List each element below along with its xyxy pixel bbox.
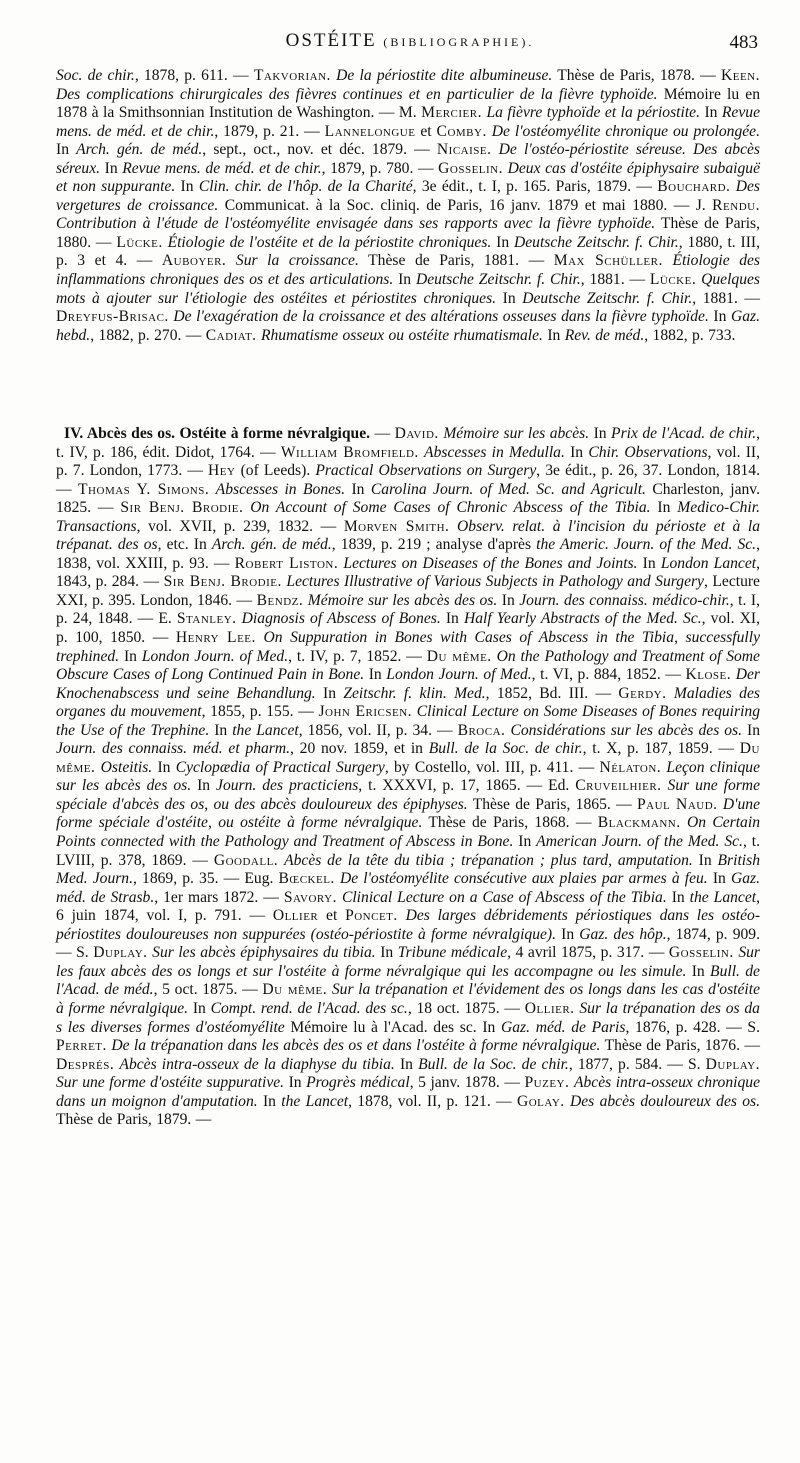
plain-text: , 1876, p. 428. — S.	[625, 1018, 760, 1036]
bibliography-block-continued	[56, 67, 760, 345]
author-name: Poncet.	[345, 907, 398, 925]
author-name: Du même.	[56, 740, 760, 776]
title-italic: Sur la croissance.	[235, 252, 359, 270]
title-italic: Des abcès douloureux des os.	[570, 1092, 761, 1110]
title-italic: Arch. gén. de méd.	[211, 536, 332, 554]
author-name: Ollier.	[524, 999, 575, 1017]
plain-text: In	[257, 1092, 282, 1110]
plain-text: Thèse de Paris, 1879. —	[56, 1111, 212, 1129]
title-italic: Abcès intra-osseux de la diaphyse du tibia.	[119, 1055, 395, 1073]
author-name: Nélaton.	[599, 758, 662, 776]
title-italic: Abscesses in Medulla.	[424, 443, 565, 461]
plain-text: —	[370, 425, 395, 442]
title-italic: Abcès de la tête du tibia ; trépanation ; plus tard, amputation.	[284, 851, 693, 869]
plain-text: , 5 janv. 1878. —	[409, 1074, 525, 1092]
title-italic: Deutsche Zeitschr. f. Chir.	[513, 233, 679, 251]
plain-text: Mémoire lu en 1878 à la Smithsonnian Institution de Washington. — M.	[56, 85, 760, 122]
title-italic: London Journ. of Med.	[141, 647, 289, 665]
plain-text: In	[497, 591, 520, 609]
plain-text	[398, 907, 406, 924]
plain-text: In	[119, 647, 142, 665]
title-italic: the Americ. Journ. of the Med. Sc.	[536, 536, 757, 554]
plain-text: In	[375, 944, 398, 962]
author-name: Klose.	[685, 666, 732, 684]
title-italic: Étiologie des inflammations chroniques des os et des articulations.	[56, 252, 760, 289]
author-name: Paul Naud.	[636, 795, 718, 813]
author-name: Nicaise.	[436, 141, 492, 159]
author-name: Henry Lee.	[175, 629, 256, 647]
running-title	[58, 30, 762, 52]
title-italic: De la périostite dite albumineuse.	[336, 67, 553, 84]
title-italic: Soc. de chir.	[56, 67, 135, 84]
author-name: Max Schüller.	[553, 252, 663, 270]
title-italic: Lectures on Diseases of the Bones and Joints.	[343, 554, 638, 572]
plain-text: In	[364, 666, 387, 684]
title-italic: Revue mens. de méd. et de chir.	[122, 159, 322, 177]
title-italic: Gaz. méd. de Paris	[501, 1018, 626, 1036]
plain-text: , vol. XI, p. 100, 1850. —	[56, 610, 760, 647]
plain-text: , 1877, p. 584. — S.	[568, 1055, 706, 1073]
author-name: Duplay.	[93, 944, 148, 962]
title-italic: the Lancet	[689, 888, 757, 906]
plain-text: In	[542, 326, 565, 344]
title-italic: Quelques mots à ajouter sur l'étiologie des ostéites et périostites chroniques.	[56, 271, 760, 307]
title-italic: Leçon clinique sur les abcès des os.	[56, 758, 760, 795]
title-italic: Mémoire sur les abcès des os.	[307, 591, 498, 609]
plain-text: , t. IV, p. 7, 1852. —	[288, 647, 427, 665]
plain-text	[492, 141, 499, 158]
title-italic: London Lancet	[660, 554, 757, 572]
author-name: Hey	[208, 462, 236, 480]
author-name: William Bromfield.	[280, 443, 419, 461]
author-name: David.	[394, 425, 439, 442]
title-italic: D'une forme spéciale d'ostéite, ou ostéite à forme névralgique.	[56, 795, 760, 832]
title-italic: the Lancet	[232, 721, 299, 739]
author-name: Gosselin.	[668, 944, 734, 962]
author-name: John Ericsen.	[318, 703, 413, 721]
plain-text: Thèse de Paris, 1878. —	[552, 67, 721, 84]
plain-text: Thèse de Paris, 1865. —	[467, 795, 637, 813]
author-name: Ollier	[272, 907, 319, 925]
plain-text: , 1855, p. 155. —	[201, 703, 319, 721]
author-name: Golay.	[516, 1092, 565, 1110]
title-italic: Gaz. des hôp.	[579, 925, 667, 943]
title-italic: Compt. rend. de l'Acad. des sc.	[210, 999, 408, 1017]
title-italic: the Lancet	[281, 1092, 349, 1110]
author-name: Robert Liston.	[234, 554, 339, 572]
author-name: Broca.	[457, 721, 506, 739]
author-name: Dreyfus-Brisac.	[56, 308, 169, 326]
title-italic: Des vergetures de croissance.	[56, 178, 761, 214]
plain-text: Thèse de Paris, 1868. —	[422, 814, 598, 832]
title-italic: London Journ. of Med.	[386, 666, 532, 684]
title-italic: Carolina Journ. of Med. Sc. and Agricult.	[370, 480, 646, 498]
plain-text	[226, 252, 236, 269]
title-italic: De l'exagération de la croissance et des altérations osseuses dans la fièvre typhoïde.	[173, 308, 709, 326]
title-italic: British Med. Journ.	[56, 851, 760, 888]
plain-text: In	[700, 104, 722, 122]
author-name: Du même.	[262, 981, 328, 999]
title-italic: Considérations sur les abcès des os.	[510, 721, 743, 739]
plain-text: In	[556, 925, 580, 943]
title-italic: De la trépanation dans les abcès des os et dans l'ostéite à forme névralgique.	[111, 1037, 601, 1055]
plain-text: In	[742, 721, 761, 739]
author-name: Gosselin.	[438, 159, 504, 177]
plain-text: , 4 avril 1875, p. 317. —	[507, 944, 669, 962]
running-title-sub: (BIBLIOGRAPHIE).	[383, 35, 535, 49]
plain-text: In	[345, 480, 371, 498]
plain-text: , 1878, p. 611. —	[134, 67, 254, 84]
plain-text: , t. IV, p. 186, édit. Didot, 1764. —	[56, 425, 761, 461]
title-italic: Bull. de la Soc. de chir.	[418, 1055, 569, 1073]
plain-text: , t. LVIII, p. 378, 1869. —	[56, 833, 760, 869]
plain-text: , 20 nov. 1859, et in	[290, 740, 429, 758]
plain-text: , 1852, Bd. III. —	[485, 684, 619, 702]
title-italic: De l'ostéo-périostite séreuse. Des abcès séreux.	[56, 141, 760, 177]
author-name: Cruveilhier.	[575, 777, 662, 795]
plain-text	[667, 685, 674, 702]
title-italic: Prix de l'Acad. de chir.	[611, 425, 757, 442]
plain-text: In	[284, 1074, 307, 1092]
title-italic: Progrès médical	[306, 1074, 410, 1092]
title-italic: Deutsche Zeitschr. f. Chir.	[522, 289, 693, 307]
title-italic: Gaz. méd. de Strasb.	[56, 870, 760, 906]
plain-text: , 1882, p. 733.	[644, 326, 736, 344]
plain-text: In	[513, 833, 537, 851]
plain-text: In	[650, 499, 678, 517]
plain-text: In	[393, 271, 416, 289]
author-name: Mercier.	[421, 104, 483, 122]
plain-text: Thèse de Paris, 1881. —	[358, 252, 554, 270]
plain-text: , 1839, p. 219 ; analyse d'après	[331, 536, 537, 554]
title-italic: Tribune médicale	[397, 944, 508, 962]
title-italic: Sur une forme spéciale d'abcès des os, ou des abcès douloureux des épiphyses.	[56, 777, 760, 813]
bibliography-section-iv	[56, 425, 760, 1130]
plain-text: , 1838, vol. XXIII, p. 93. —	[56, 536, 760, 572]
plain-text: In	[707, 870, 731, 888]
plain-text: Communicat. à la Soc. cliniq. de Paris, 16 janv. 1879 et mai 1880. — J.	[218, 196, 713, 214]
title-italic: Des complications chirurgicales des fièvres continues et en particulier de la fièvre typhoïde.	[56, 85, 658, 103]
plain-text: , t. X, p. 187, 1859. —	[582, 740, 740, 758]
plain-text: , by Costello, vol. III, p. 411. —	[384, 758, 600, 776]
title-italic: Deux cas d'ostéite épiphysaire subaiguë et non suppurante.	[56, 159, 760, 196]
plain-text: , 6 juin 1874, vol. I, p. 791. —	[56, 888, 760, 925]
title-italic: On Certain Points connected with the Pathology and Treatment of Abscess in Bone.	[56, 814, 760, 851]
title-italic: De l'ostéomyélite chronique ou prolongée.	[491, 122, 760, 140]
title-italic: Osteitis.	[100, 758, 153, 776]
plain-text: In	[686, 962, 711, 980]
author-name: Després.	[56, 1055, 115, 1073]
title-italic: Observ. relat. à l'incision du périoste et à la trépanat. des os	[56, 517, 761, 554]
title-italic: Sur une forme d'ostéite suppurative.	[56, 1074, 285, 1092]
plain-text: , t. I, p. 24, 1848. — E.	[56, 591, 760, 628]
plain-text: , 1856, vol. II, p. 34. —	[298, 721, 458, 739]
plain-text: In	[496, 289, 523, 307]
title-italic: Revue mens. de méd. et de chir.	[56, 104, 760, 140]
plain-text: , 18 oct. 1875. —	[407, 999, 525, 1017]
plain-text: In	[209, 721, 233, 739]
section-heading: IV. Abcès des os. Ostéite à forme névralgique.	[64, 425, 371, 442]
author-name: Goodall.	[213, 851, 279, 869]
plain-text: In	[564, 443, 589, 461]
plain-text: , vol. XVII, p. 239, 1832. —	[136, 517, 344, 535]
plain-text: , 1843, p. 284. —	[56, 554, 760, 591]
title-italic: On Account of Some Cases of Chronic Abscess of the Tibia.	[250, 499, 651, 517]
author-name: Bœckel.	[278, 870, 335, 888]
title-italic: Rhumatisme osseux ou ostéite rhumatismale.	[260, 326, 543, 344]
plain-text: In	[188, 999, 211, 1017]
author-name: Morven Smith.	[343, 517, 450, 535]
plain-text: , 1880, t. III, p. 3 et 4. —	[56, 233, 760, 270]
title-italic: Sur les abcès épiphysaires du tibia.	[152, 944, 376, 962]
plain-text: (of Leeds).	[235, 462, 316, 480]
plain-text: , 1er mars 1872. —	[154, 888, 284, 906]
plain-text: , 1874, p. 909. — S.	[56, 925, 760, 962]
author-name: Puzey.	[524, 1074, 570, 1092]
title-italic: Sur les faux abcès des os longs et sur l'ostéite à forme névralgique qui les accompagne ou les simule.	[56, 944, 760, 980]
author-name: Sir Benj. Brodie.	[120, 499, 244, 517]
title-italic: Diagnosis of Abscess of Bones.	[241, 610, 441, 628]
running-head	[58, 30, 762, 58]
author-name: Bouchard.	[657, 178, 731, 196]
title-italic: Rev. de méd.	[564, 326, 645, 344]
plain-text: , sept., oct., nov. et déc. 1879. —	[202, 141, 437, 159]
author-name: Rendu.	[712, 196, 761, 214]
plain-text: In	[175, 178, 199, 196]
author-name: Stanley.	[176, 610, 237, 628]
title-italic: Contribution à l'étude de l'ostéomyélite envisagée dans ses rapports avec la fièvre typhoïde.	[56, 215, 656, 233]
title-italic: Journ. des connaiss. méd. et pharm.	[56, 740, 291, 758]
plain-text: In	[394, 1055, 419, 1073]
plain-text: , 3e édit., p. 26, 37. London, 1814. —	[56, 462, 760, 498]
title-italic: American Journ. of the Med. Sc.	[536, 833, 743, 851]
plain-text: et	[318, 907, 346, 925]
author-name: Perret.	[56, 1037, 107, 1055]
plain-text: , 1878, vol. II, p. 121. —	[348, 1092, 517, 1110]
plain-text: , 1869, p. 35. — Eug.	[133, 870, 279, 888]
title-italic: Practical Observations on Surgery	[315, 462, 537, 480]
author-name: Cadiat.	[205, 326, 257, 344]
plain-text: , 1881. —	[692, 289, 761, 307]
plain-text: , t. VI, p. 884, 1852. —	[531, 666, 686, 684]
title-italic: Der Knochenabscess und seine Behandlung.	[56, 666, 760, 702]
title-italic: Gaz. hebd.	[56, 308, 760, 344]
plain-text: In	[56, 141, 77, 159]
page-number: 483	[729, 32, 758, 53]
title-italic: Sur la trépanation des os da s les diverses formes d'ostéomyélite	[56, 999, 760, 1036]
title-italic: Mémoire sur les abcès.	[443, 425, 590, 442]
title-italic: Abcès intra-osseux chronique dans un moignon d'amputation.	[56, 1074, 760, 1110]
plain-text: , 1882, p. 270. —	[90, 326, 206, 344]
title-italic: Abscesses in Bones.	[215, 480, 346, 498]
author-name: Takvorian.	[253, 67, 331, 84]
plain-text: Mémoire lu à l'Acad. des sc. In	[284, 1018, 501, 1036]
author-name: Blackmann.	[597, 814, 681, 832]
title-italic: Bull. de l'Acad. de méd.	[56, 962, 760, 999]
author-name: Auboyer.	[161, 252, 227, 270]
author-name: Du même.	[426, 647, 492, 665]
plain-text: In	[637, 554, 661, 572]
title-italic: Clin. chir. de l'hôp. de la Charité	[198, 178, 413, 196]
plain-text: , 1879, p. 21. —	[214, 122, 325, 140]
plain-text: , 5 oct. 1875. —	[153, 981, 263, 999]
author-name: Duplay.	[705, 1055, 760, 1073]
plain-text: In	[666, 888, 690, 906]
author-name: Lücke.	[649, 271, 697, 289]
plain-text: , t. XXXVI, p. 17, 1865. — Ed.	[358, 777, 576, 795]
title-italic: On Suppuration in Bones with Cases of Abscess in the Tibia, successfully trephined.	[56, 629, 761, 665]
title-italic: Deutsche Zeitschr. f. Chir.	[415, 271, 581, 289]
plain-text: In	[152, 758, 176, 776]
title-italic: Medico-Chir. Transactions	[56, 499, 761, 535]
title-italic: On the Pathology and Treatment of Some Obscure Cases of Long Continued Pain in Bone.	[56, 647, 760, 684]
title-italic: Clinical Lecture on Some Diseases of Bones requiring the Use of the Trephine.	[56, 703, 761, 739]
plain-text: , 3e édit., t. I, p. 165. Paris, 1879. —	[412, 178, 658, 196]
plain-text: , etc. In	[157, 536, 212, 554]
plain-text	[256, 629, 264, 646]
title-italic: La fièvre typhoïde et la périostite.	[486, 104, 700, 122]
plain-text: In	[315, 684, 344, 702]
author-name: Comby.	[436, 122, 487, 140]
title-italic: Sur la trépanation et l'évidement des os longs dans les cas d'ostéite à forme névralgique.	[56, 981, 760, 1017]
title-italic: Des larges débridements périostiques dans les ostéo-périostites douloureuses non suppurées (ostéo-périostite à forme névralgique).	[56, 907, 761, 943]
title-italic: Arch. gén. de méd.	[76, 141, 203, 159]
author-name: Savory.	[283, 888, 337, 906]
author-name: Lücke.	[116, 233, 163, 251]
title-italic: Lectures Illustrative of Various Subjects in Pathology and Surgery	[286, 573, 704, 591]
author-name: Keen.	[720, 67, 761, 84]
plain-text	[449, 518, 457, 535]
title-italic: Journ. des connaiss. médico-chir.	[519, 591, 730, 609]
plain-text: , vol. II, p. 7. London, 1773. —	[56, 443, 760, 480]
plain-text: In	[491, 233, 514, 251]
title-italic: Clinical Lecture on a Case of Abscess of the Tibia.	[341, 888, 667, 906]
plain-text: , Lecture XXI, p. 395. London, 1846. —	[56, 573, 760, 609]
title-italic: Bull. de la Soc. de chir.	[428, 740, 583, 758]
plain-text: , 1881. —	[580, 271, 650, 289]
plain-text: In	[589, 425, 612, 442]
plain-text: , 1879, p. 780. —	[321, 159, 439, 177]
running-title-main: OSTÉITE	[285, 30, 377, 51]
plain-text: In	[692, 851, 718, 869]
title-italic: Étiologie de l'ostéite et de la périostite chroniques.	[167, 233, 492, 251]
title-italic: Journ. des practiciens	[216, 777, 359, 795]
title-italic: Half Yearly Abstracts of the Med. Sc.	[463, 610, 702, 628]
plain-text: et	[415, 122, 437, 140]
title-italic: Cyclopædia of Practical Surgery	[175, 758, 385, 776]
author-name: Bendz.	[256, 591, 304, 609]
author-name: Sir Benj. Brodie.	[163, 573, 282, 591]
title-italic: Maladies des organes du mouvement	[56, 684, 760, 721]
author-name: Gerdy.	[618, 684, 667, 702]
title-italic: Chir. Observations	[588, 443, 708, 461]
author-name: Thomas Y. Simons.	[78, 480, 210, 498]
plain-text: In	[440, 610, 464, 628]
title-italic: De l'ostéomyélite consécutive aux plaies par armes à feu.	[339, 870, 708, 888]
plain-text: In	[708, 308, 731, 326]
plain-text: In	[100, 159, 123, 177]
author-name: Lannelongue	[324, 122, 416, 140]
plain-text: Thèse de Paris, 1876. —	[600, 1037, 760, 1055]
plain-text: In	[191, 777, 217, 795]
title-italic: Zeitschr. f. klin. Med.	[343, 684, 486, 702]
plain-text: Charleston, janv. 1825. —	[56, 480, 760, 517]
plain-text: Thèse de Paris, 1880. —	[56, 215, 760, 251]
